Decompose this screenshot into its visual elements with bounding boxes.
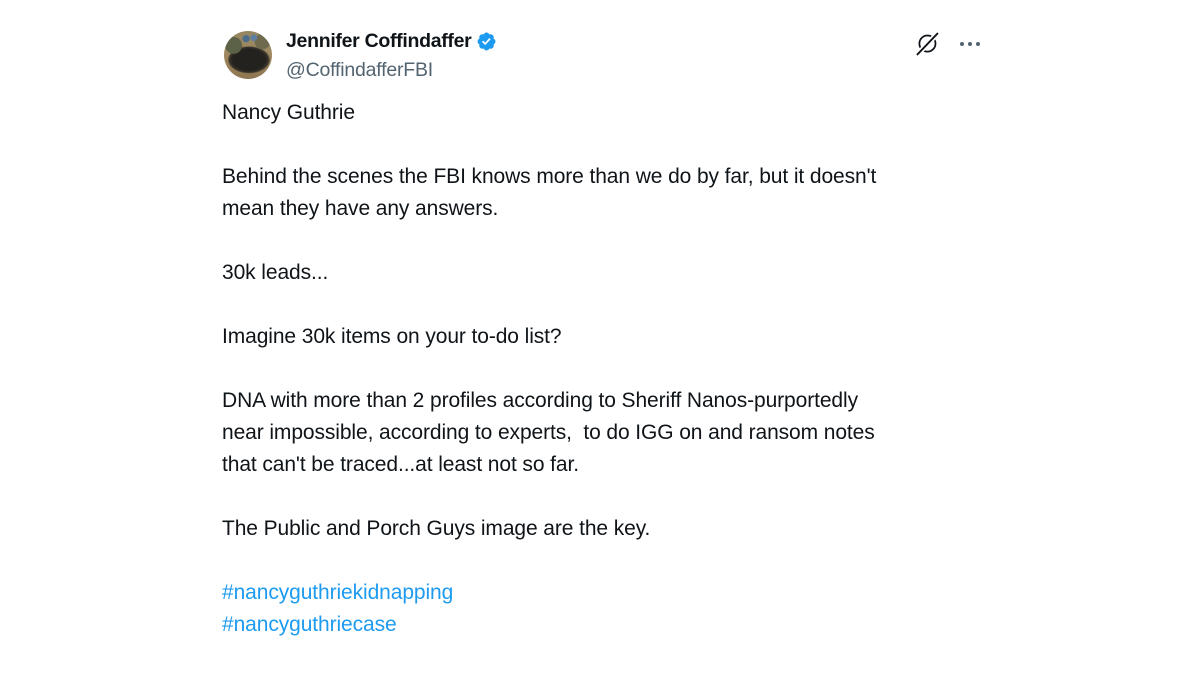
hashtag-block: [222, 577, 978, 641]
grok-icon[interactable]: [912, 29, 942, 59]
text-line: Behind the scenes the FBI knows more than we do by far, but it doesn't: [222, 165, 877, 188]
text-line: 30k leads...: [222, 261, 329, 284]
text-line: DNA with more than 2 profiles according to Sheriff Nanos-purportedly: [222, 389, 858, 412]
hashtag-link[interactable]: #nancyguthriekidnapping: [222, 581, 454, 604]
tweet-paragraph: [222, 257, 978, 289]
text-line: Nancy Guthrie: [222, 101, 355, 124]
text-line: The Public and Porch Guys image are the key.: [222, 517, 651, 540]
tweet-card: [224, 0, 978, 675]
tweet-paragraph: [222, 385, 978, 481]
tweet-paragraph: [222, 97, 978, 129]
more-menu-icon[interactable]: [958, 36, 982, 52]
verified-badge-icon: [476, 31, 497, 52]
tweet-paragraph: [222, 161, 978, 225]
text-line: that can't be traced...at least not so far.: [222, 453, 579, 476]
tweet-text: [222, 97, 978, 641]
header-actions: [898, 28, 978, 68]
author-handle[interactable]: @CoffindafferFBI: [286, 59, 434, 81]
tweet-header: [224, 28, 978, 80]
avatar[interactable]: [224, 31, 272, 79]
text-line: mean they have any answers.: [222, 197, 499, 220]
author-block: [286, 28, 497, 81]
tweet-paragraph: [222, 321, 978, 353]
author-name[interactable]: Jennifer Coffindaffer: [286, 29, 472, 52]
hashtag-link[interactable]: #nancyguthriecase: [222, 613, 397, 636]
text-line: near impossible, according to experts, to do IGG on and ransom notes: [222, 421, 875, 444]
tweet-paragraph: [222, 513, 978, 545]
text-line: Imagine 30k items on your to-do list?: [222, 325, 562, 348]
author-name-row[interactable]: [286, 28, 497, 54]
